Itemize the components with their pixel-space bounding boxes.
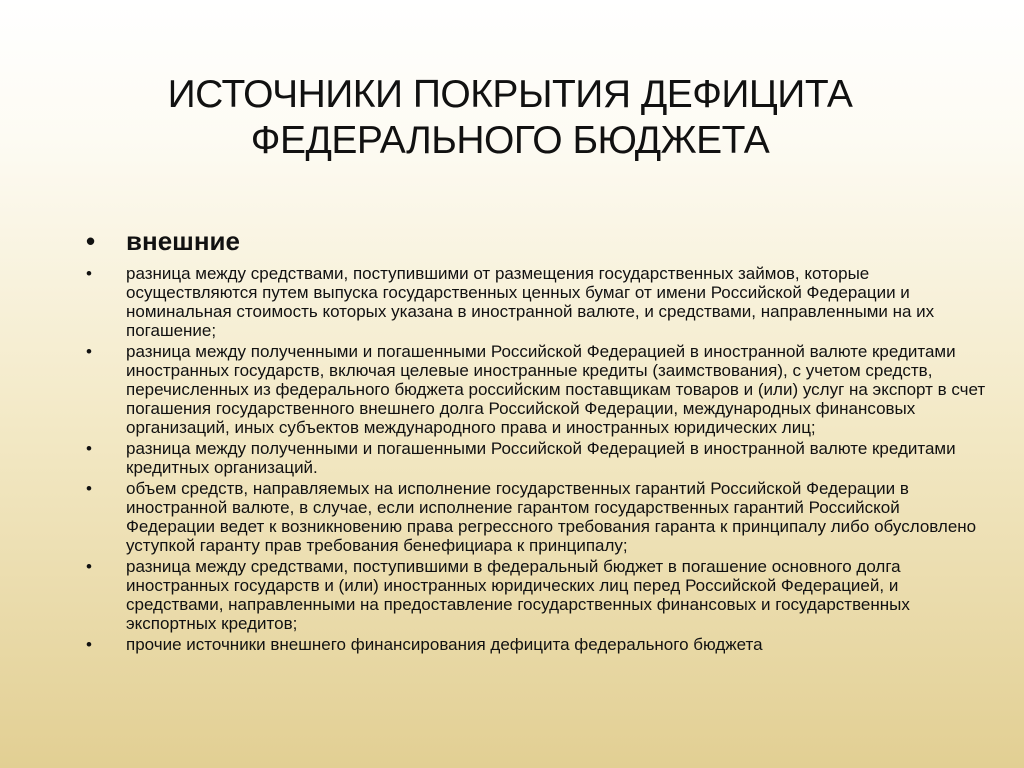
bullet-text: внешние (126, 226, 240, 256)
bullet-dot-icon: • (86, 226, 96, 256)
bullet-item (86, 557, 986, 633)
bullet-dot-icon: • (86, 264, 92, 283)
bullet-item (86, 342, 986, 437)
slide-title: ИСТОЧНИКИ ПОКРЫТИЯ ДЕФИЦИТА ФЕДЕРАЛЬНОГО БЮДЖЕТА (167, 73, 853, 162)
bullet-item-heading (86, 226, 986, 256)
bullet-dot-icon: • (86, 479, 92, 498)
bullet-dot-icon: • (86, 342, 92, 361)
bullet-text: прочие источники внешнего финансирования дефицита федерального бюджета (126, 635, 763, 654)
bullet-dot-icon: • (86, 635, 92, 654)
bullet-text: разница между полученными и погашенными Российской Федерацией в иностранной валюте кредитами иностранных государств, включая целевые иностранные кредиты (заимствования), с учетом средств, перечисленных из федерального бюджета российским поставщикам товаров и (или) услуг на экспорт в счет погашения государственного внешнего долга Российской Федерации, международных финансовых организаций, иных субъектов международного права и иностранных юридических лиц; (126, 342, 986, 437)
bullet-dot-icon: • (86, 557, 92, 576)
bullet-item (86, 264, 986, 340)
bullet-item (86, 635, 986, 654)
bullet-dot-icon: • (86, 439, 92, 458)
bullet-list (86, 226, 986, 656)
bullet-item (86, 479, 986, 555)
bullet-text: разница между полученными и погашенными Российской Федерацией в иностранной валюте кредитами кредитных организаций. (126, 439, 956, 477)
bullet-text: объем средств, направляемых на исполнение государственных гарантий Российской Федерации в иностранной валюте, в случае, если исполнение гарантом государственных гарантий Российской Федерации ведет к возникновению права регрессного требования гаранта к принципалу либо обусловлено уступкой гаранту прав требования бенефициара к принципалу; (126, 479, 977, 555)
bullet-text: разница между средствами, поступившими в федеральный бюджет в погашение основного долга иностранных государств и (или) иностранных юридических лиц перед Российской Федерацией, и средствами, направленными на предоставление государственных финансовых и государственных экспортных кредитов; (126, 557, 910, 633)
bullet-text: разница между средствами, поступившими от размещения государственных займов, которые осуществляются путем выпуска государственных ценных бумаг от имени Российской Федерации и номинальная стоимость которых указана в иностранной валюте, и средствами, направленными на их погашение; (126, 264, 935, 340)
bullet-item (86, 439, 986, 477)
